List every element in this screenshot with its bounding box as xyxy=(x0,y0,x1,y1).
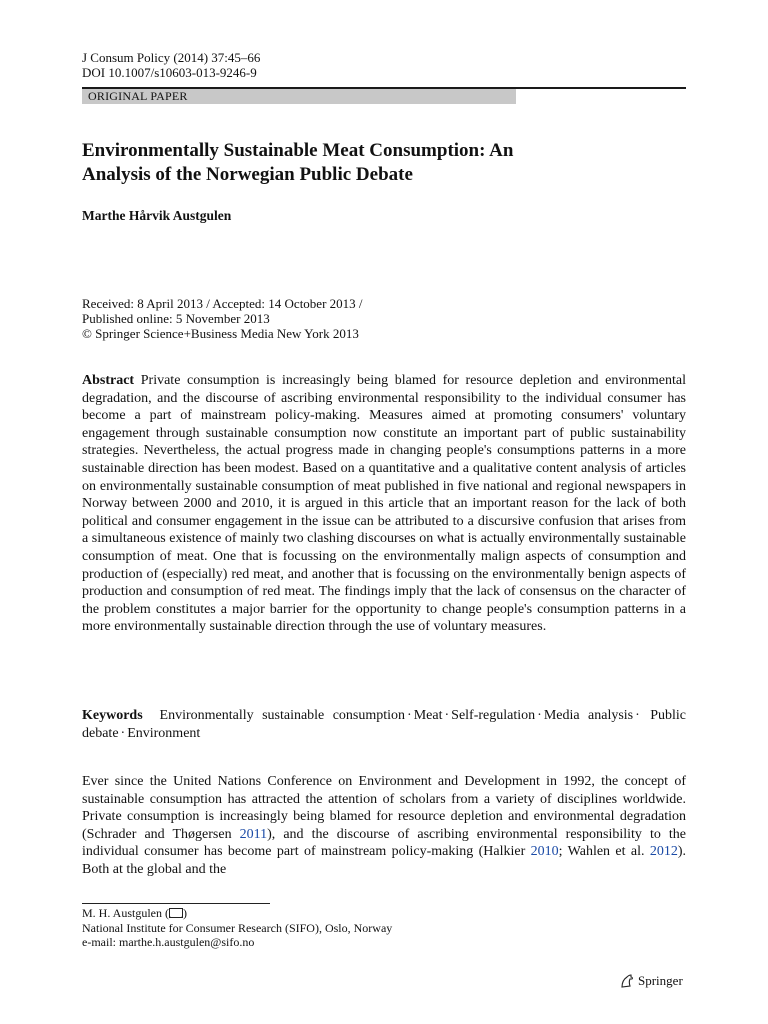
affiliation: National Institute for Consumer Research (SIFO), Oslo, Norway xyxy=(82,920,393,935)
title-line-1: Environmentally Sustainable Meat Consumption: An xyxy=(82,140,514,161)
keyword-separator: · xyxy=(635,708,640,723)
envelope-icon[interactable] xyxy=(169,908,183,918)
publication-dates xyxy=(82,296,363,341)
intro-text: ). Both at the global and the xyxy=(82,844,686,877)
corresponding-author xyxy=(82,906,392,921)
received-accepted: Received: 8 April 2013 / Accepted: 14 October 2013 / xyxy=(82,296,363,311)
email[interactable]: e-mail: marthe.h.austgulen@sifo.no xyxy=(82,935,255,949)
published-online: Published online: 5 November 2013 xyxy=(82,311,270,326)
copyright: © Springer Science+Business Media New York 2013 xyxy=(82,326,359,341)
keyword: Public debate xyxy=(82,708,687,741)
keyword: Self-regulation xyxy=(451,708,536,723)
keyword: Environmentally sustainable consumption xyxy=(159,708,406,723)
intro-text: Ever since the United Nations Conference on Environment and Development in 1992, the concept of sustainable consumption has attracted the attention of scholars from a variety of disciplines worldwide. Private consumption is increasingly being blamed for resource depletion and environmental degradation (Schrader and Thøgersen xyxy=(82,774,686,842)
abstract-text: Private consumption is increasingly being blamed for resource depletion and environmental degradation, and the discourse of ascribing environmental responsibility to the individual consumer has become a part of mainstream policy-making. Measures aimed at promoting consumers' voluntary engagement through sustainable consumption now constitute an important part of public sustainability strategies. Nevertheless, the actual progress made in changing people's consumptions patterns in a more sustainable direction has been modest. Based on a quantitative and a qualitative content analysis of articles on environmentally sustainable consumption of meat published in five national and regional newspapers in Norway between 2000 and 2010, it is argued in this article that an important reason for the lack of both political and consumer engagement in the issue can be attributed to a discursive confusion that arises from a simultaneous existence of mainly two clashing discourses on what is actually environmentally sustainable consumption of meat. One that is focussing on the environmentally malign aspects of consumption and production of (especially) red meat, and another that is focussing on the environmentally benign aspects of production and consumption of red meat. The findings imply that the lack of consensus on the character of the problem constitutes a major barrier for the opportunity to change people's consumption patterns in a more environmentally sustainable direction through the use of voluntary measures. xyxy=(82,373,687,635)
intro-text: ; Wahlen et al. xyxy=(558,844,650,860)
article-title xyxy=(82,139,682,187)
keyword-separator: · xyxy=(407,708,412,723)
journal-header xyxy=(82,50,260,80)
author-footnote xyxy=(82,906,392,950)
keyword: Environment xyxy=(127,725,201,741)
journal-citation: J Consum Policy (2014) 37:45–66 xyxy=(82,50,261,65)
citation-link[interactable]: 2011 xyxy=(239,826,268,842)
author-name: Marthe Hårvik Austgulen xyxy=(82,208,232,223)
doi[interactable]: DOI 10.1007/s10603-013-9246-9 xyxy=(82,65,257,80)
citation-link[interactable]: 2012 xyxy=(649,844,678,860)
paper-type-label: ORIGINAL PAPER xyxy=(88,89,188,103)
title-line-2: Analysis of the Norwegian Public Debate xyxy=(82,164,413,185)
introduction-paragraph xyxy=(82,773,686,879)
springer-horse-icon xyxy=(619,973,635,989)
publisher-name: Springer xyxy=(638,973,683,988)
keyword-separator: · xyxy=(120,725,126,741)
abstract-label: Abstract xyxy=(82,373,135,388)
paper-type-banner xyxy=(82,89,516,104)
keyword: Meat xyxy=(413,708,443,723)
abstract xyxy=(82,372,686,636)
citation-link[interactable]: 2010 xyxy=(530,844,559,860)
keywords-label: Keywords xyxy=(82,708,143,723)
footnote-author-name: M. H. Austgulen ( xyxy=(82,906,169,920)
keyword-separator: · xyxy=(444,708,450,723)
keyword: Media analysis xyxy=(543,708,634,723)
keyword-separator: · xyxy=(537,708,542,723)
intro-text: ), and the discourse of ascribing environmental responsibility to the individual consumer has become part of mainstream policy-making (Halkier xyxy=(82,826,686,860)
footnote-rule xyxy=(82,903,270,904)
keywords xyxy=(82,707,686,742)
footnote-paren: ) xyxy=(183,906,187,920)
publisher-logo xyxy=(619,973,683,989)
